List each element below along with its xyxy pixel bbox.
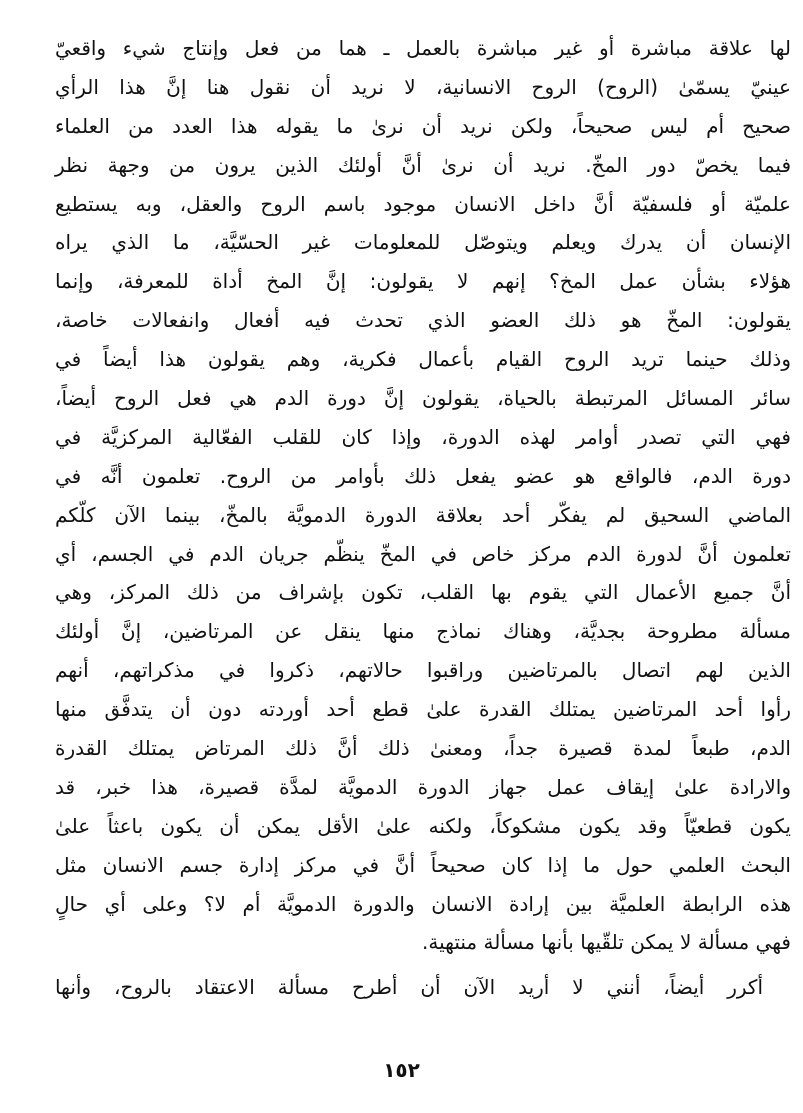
text-line: دورة الدم، فالواقع هو عضو يفعل ذلك بأوامر من الروح. تعلمون أنَّه في — [55, 463, 791, 488]
text-line: مسألة مطروحة بجديَّة، وهناك نماذج منها ينقل عن المرتاضين، إنَّ أولئك — [55, 619, 791, 644]
text-line: هؤلاء بشأن عمل المخ؟ إنهم لا يقولون: إنَّ المخ أداة للمعرفة، وإنما — [55, 269, 791, 294]
text-line: رأوا أحد المرتاضين يمتلك القدرة علىٰ قطع أحد أوردته دون أن يتدفَّق منها — [55, 697, 791, 722]
text-line: أكرر أيضاً، أنني لا أريد الآن أن أطرح مسألة الاعتقاد بالروح، وأنها — [55, 975, 763, 1000]
text-line: الذين لهم اتصال بالمرتاضين وراقبوا حالاتهم، ذكروا في مذكراتهم، أنهم — [55, 658, 791, 683]
text-line: هذه الرابطة العلميَّة بين إرادة الانسان والدورة الدمويَّة أم لا؟ وعلى أي حالٍ — [55, 891, 791, 916]
text-line: الدم، طبعاً لمدة قصيرة جداً، ومعنىٰ ذلك أنَّ ذلك المرتاض يمتلك القدرة — [55, 736, 791, 761]
text-line: الإنسان أن يدرك ويعلم ويتوصّل للمعلومات غير الحسّيَّة، ما الذي يراه — [55, 230, 791, 255]
text-line: عينيّ يسمّىٰ (الروح) الروح الانسانية، لا نريد أن نقول هنا إنَّ هذا الرأي — [55, 74, 791, 99]
text-line: فهي التي تصدر أوامر لهذه الدورة، وإذا كان للقلب الفعّالية المركزيَّة في — [55, 424, 791, 449]
page-number: ١٥٢ — [383, 1058, 420, 1082]
body-text — [55, 29, 791, 1007]
text-line: فهي مسألة لا يمكن تلقّيها بأنها مسألة منتهية. — [422, 930, 791, 955]
text-line: أنَّ جميع الأعمال التي يقوم بها القلب، تكون بإشراف من ذلك المركز، وهي — [55, 580, 791, 605]
text-line: فيما يخصّ دور المخّ. نريد أن نرىٰ أنَّ أولئك الذين يرون من وجهة نظر — [55, 152, 791, 177]
text-line: والارادة علىٰ إيقاف عمل جهاز الدورة الدمويَّة لمدَّة قصيرة، هذا خبر، قد — [55, 774, 791, 799]
text-line: علميّة أو فلسفيّة أنَّ داخل الانسان موجود باسم الروح والعقل، وبه يستطيع — [55, 191, 791, 216]
text-line: لها علاقة مباشرة أو غير مباشرة بالعمل ـ هما من فعل وإنتاج شيء واقعيّ — [55, 36, 791, 60]
text-line: تعلمون أنَّ لدورة الدم مركز خاص في المخّ ينظّم جريان الدم في الجسم، أي — [55, 541, 791, 566]
text-line: الماضي السحيق لم يفكّر أحد بعلاقة الدورة الدمويَّة بالمخّ، بينما الآن كلّكم — [55, 502, 791, 527]
text-line: سائر المسائل المرتبطة بالحياة، يقولون إنَّ دورة الدم هي فعل الروح أيضاً، — [55, 386, 791, 411]
text-line: يقولون: المخّ هو ذلك العضو الذي تحدث فيه أفعال وانفعالات خاصة، — [55, 308, 791, 333]
text-line: البحث العلمي حول ما إذا كان صحيحاً أنَّ في مركز إدارة جسم الانسان مثل — [55, 852, 791, 877]
text-line: وذلك حينما تريد الروح القيام بأعمال فكرية، وهم يقولون هذا أيضاً في — [55, 347, 791, 372]
text-line: صحيح أم ليس صحيحاً، ولكن نريد أن نرىٰ ما يقوله هذا العدد من العلماء — [55, 113, 791, 138]
text-line: يكون قطعيّاً وقد يكون مشكوكاً، ولكنه علىٰ الأقل يمكن أن يكون باعثاً علىٰ — [55, 813, 791, 838]
